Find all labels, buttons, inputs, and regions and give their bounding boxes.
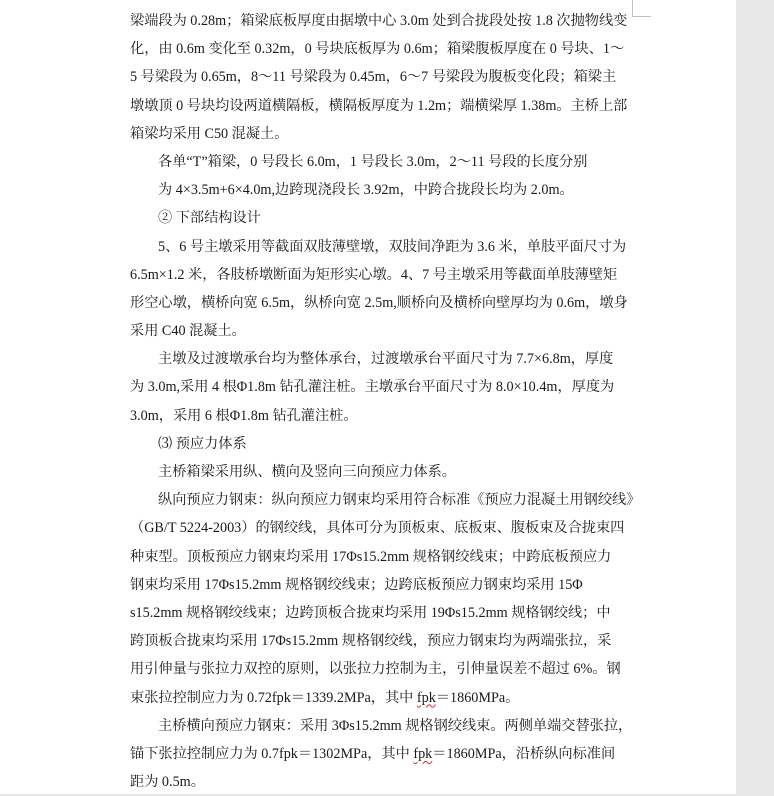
text-line: 为 4×3.5m+6×4.0m,边跨现浇段长 3.92m，中跨合拢段长均为 2.0m。 (158, 182, 574, 199)
spellcheck-flag: fpk (416, 689, 436, 706)
window-gutter (736, 0, 774, 794)
spellcheck-flag: fpk (413, 745, 433, 762)
paragraph-first-line: 主桥横向预应力钢束：采用 3Φs15.2mm 规格钢绞线束。两侧单端交替张拉， (158, 717, 633, 734)
paragraph-first-line: 各单“T”箱梁，0 号段长 6.0m，1 号段长 3.0m，2～11 号段的长度分别 (158, 153, 588, 170)
paragraph-first-line: 5、6 号主墩采用等截面双肢薄壁墩，双肢间净距为 3.6 米，单肢平面尺寸为 (158, 238, 627, 255)
paragraph-first-line: 纵向预应力钢束：纵向预应力钢束均采用符合标准《预应力混凝土用钢绞线》 (158, 492, 641, 509)
text-line: 种束型。顶板预应力钢束均采用 17Φs15.2mm 规格钢绞线束；中跨底板预应力 (130, 548, 612, 565)
text-line: （GB/T 5224-2003）的钢绞线，具体可分为顶板束、底板束、腹板束及合拢束四 (130, 520, 625, 537)
text-line: s15.2mm 规格钢绞线束；边跨顶板合拢束均采用 19Φs15.2mm 规格钢绞线；中 (130, 604, 611, 621)
text-line: 3.0m，采用 6 根Φ1.8m 钻孔灌注桩。 (130, 407, 358, 424)
text-line: 6.5m×1.2 米，各肢桥墩断面为矩形实心墩。4、7 号主墩采用等截面单肢薄壁矩 (130, 266, 618, 283)
section-heading: ② 下部结构设计 (158, 210, 261, 227)
paragraph-first-line: 主墩及过渡墩承台均为整体承台，过渡墩承台平面尺寸为 7.7×6.8m，厚度 (158, 351, 614, 368)
text-line: 采用 C40 混凝土。 (130, 323, 246, 340)
text-line: 为 3.0m,采用 4 根Φ1.8m 钻孔灌注桩。主墩承台平面尺寸为 8.0×10.4m，厚度为 (130, 379, 615, 396)
text-line: 锚下张拉控制应力为 0.7fpk＝1302MPa，其中 fpk＝1860MPa，沿桥纵向标准间 (130, 745, 616, 762)
paragraph-first-line: 主桥箱梁采用纵、横向及竖向三向预应力体系。 (158, 464, 456, 480)
page-corner-mark (632, 0, 651, 17)
text-line: 形空心墩，横桥向宽 6.5m，纵桥向宽 2.5m,顺桥向及横桥向壁厚均为 0.6m，墩身 (130, 294, 628, 311)
text-line: 束张拉控制应力为 0.72fpk＝1339.2MPa，其中 fpk＝1860MPa。 (130, 689, 520, 706)
text-line: 墩墩顶 0 号块均设两道横隔板，横隔板厚度为 1.2m；端横梁厚 1.38m。主桥上部 (130, 97, 628, 114)
text-line: 箱梁均采用 C50 混凝土。 (130, 125, 289, 142)
section-heading: ⑶ 预应力体系 (158, 435, 247, 452)
text-line: 钢束均采用 17Φs15.2mm 规格钢绞线束；边跨底板预应力钢束均采用 15Φ (130, 576, 583, 593)
text-line: 用引伸量与张拉力双控的原则，以张拉力控制为主，引伸量误差不超过 6%。钢 (130, 661, 621, 678)
text-line: 5 号梁段为 0.65m，8～11 号梁段为 0.45m，6～7 号梁段为腹板变化段；箱梁主 (130, 69, 617, 86)
text-line: 梁端段为 0.28m；箱梁底板厚度由据墩中心 3.0m 处到合拢段处按 1.8 次抛物线变 (130, 13, 628, 29)
text-line: 化，由 0.6m 变化至 0.32m，0 号块底板厚为 0.6m；箱梁腹板厚度在 0 号块、1～ (130, 41, 625, 58)
text-line: 跨顶板合拢束均采用 17Φs15.2mm 规格钢绞线，预应力钢束均为两端张拉，采 (130, 633, 612, 650)
text-line: 距为 0.5m。 (130, 774, 205, 791)
document-body (130, 7, 641, 796)
